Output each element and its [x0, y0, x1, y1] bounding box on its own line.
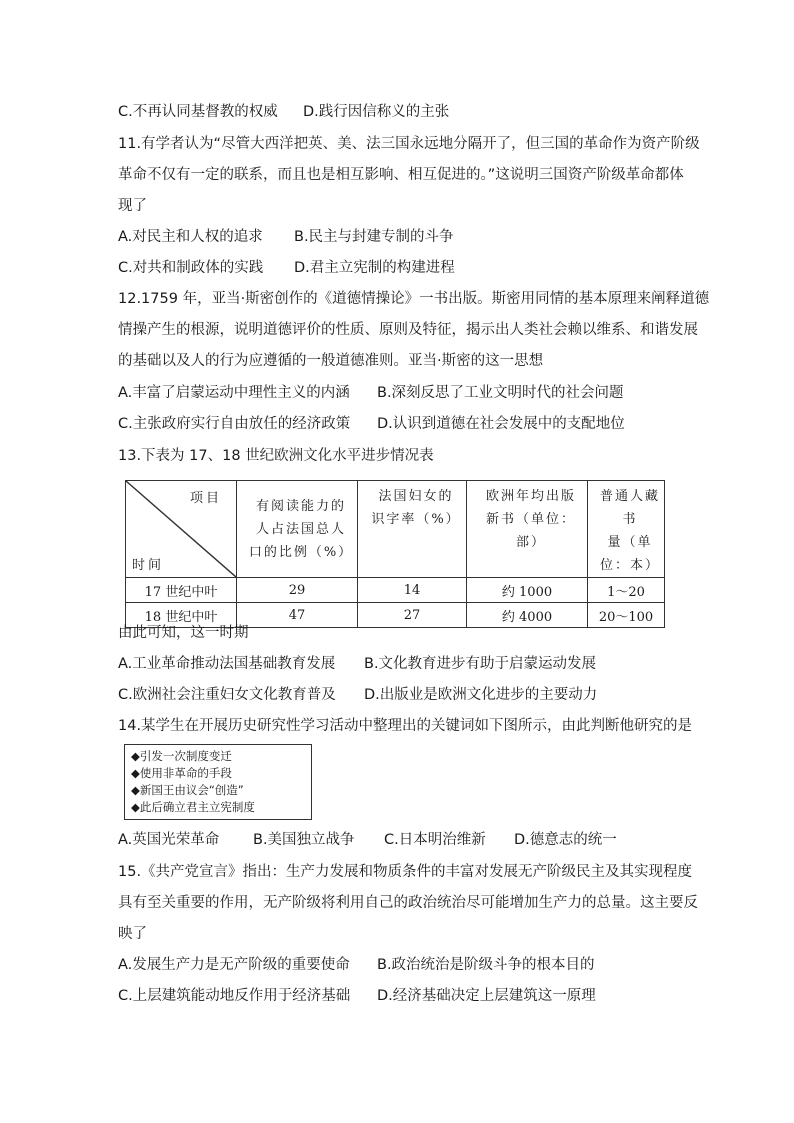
table-cell: 1～20: [588, 578, 665, 603]
q13-stem: 13.下表为 17、18 世纪欧洲文化水平进步情况表: [118, 448, 434, 464]
header-women-literacy-line-2: 识字率（%）: [371, 512, 461, 527]
culture-progress-table: [125, 480, 665, 628]
q12-option-b[interactable]: B.深刻反思了工业文明时代的社会问题: [377, 385, 624, 401]
header-annual-books: [467, 481, 588, 578]
q11-stem-line-3: 现了: [118, 198, 147, 214]
header-reading-ability-line-1: 有阅读能力的: [255, 498, 346, 514]
table-cell: 18 世纪中叶: [126, 603, 237, 628]
keyword-item: ◆新国王由议会“创造”: [131, 783, 244, 797]
q15-option-c[interactable]: C.上层建筑能动地反作用于经济基础: [118, 988, 351, 1004]
header-women-literacy-line-1: 法国妇女的: [378, 489, 454, 504]
table-cell: 27: [358, 603, 467, 628]
table-cell: 17 世纪中叶: [126, 578, 237, 603]
q11-option-b[interactable]: B.民主与封建专制的斗争: [294, 229, 454, 245]
header-book-collection-line-1: 普通人藏书: [599, 489, 660, 527]
q13-option-c[interactable]: C.欧洲社会注重妇女文化教育普及: [118, 687, 336, 703]
table-cell: 29: [237, 578, 358, 603]
table-cell: 约 1000: [467, 578, 588, 603]
q12-option-d[interactable]: D.认识到道德在社会发展中的支配地位: [377, 416, 625, 432]
table-cell: 14: [358, 578, 467, 603]
q15-option-a[interactable]: A.发展生产力是无产阶级的重要使命: [118, 957, 350, 973]
q12-option-c[interactable]: C.主张政府实行自由放任的经济政策: [118, 416, 351, 432]
header-annual-books-line-2: 新书（单位：部）: [485, 512, 576, 550]
table-cell: 约 4000: [467, 603, 588, 628]
q12-stem-line-2: 情操产生的根源，说明道德评价的性质、原则及特征，揭示出人类社会赖以维系、和谐发展: [118, 322, 698, 338]
q13-option-a[interactable]: A.工业革命推动法国基础教育发展: [118, 656, 336, 672]
q15-option-d[interactable]: D.经济基础决定上层建筑这一原理: [377, 988, 596, 1004]
table-cell: 47: [237, 603, 358, 628]
table-row: [126, 578, 665, 603]
header-book-collection-line-2: 量（单位：本）: [599, 535, 660, 573]
header-women-literacy: [358, 481, 467, 578]
q15-stem-line-1: 15.《共产党宣言》指出：生产力发展和物质条件的丰富对发展无产阶级民主及其实现程度: [118, 864, 693, 880]
corner-label-item: 项目: [189, 491, 222, 506]
table-corner-cell: [126, 481, 237, 578]
corner-label-time: 时间: [132, 558, 165, 573]
header-reading-ability: [237, 481, 358, 578]
q14-stem: 14.某学生在开展历史研究性学习活动中整理出的关键词如下图所示，由此判断他研究的是: [118, 718, 693, 734]
q15-stem-line-2: 具有至关重要的作用，无产阶级将利用自己的政治统治尽可能增加生产力的总量。这主要反: [118, 895, 698, 911]
keyword-box: [124, 744, 312, 820]
q11-stem-line-2: 革命不仅有一定的联系，而且也是相互影响、相互促进的。”这说明三国资产阶级革命都体: [118, 167, 684, 183]
q12-stem-line-1: 12.1759 年，亚当·斯密创作的《道德情操论》一书出版。斯密用同情的基本原理来阐释道德: [118, 291, 710, 307]
q11-stem-line-1: 11.有学者认为“尽管大西洋把英、美、法三国永远地分隔开了，但三国的革命作为资产阶级: [118, 136, 700, 152]
q14-option-d[interactable]: D.德意志的统一: [514, 832, 617, 848]
q11-option-a[interactable]: A.对民主和人权的追求: [118, 229, 263, 245]
q14-option-c[interactable]: C.日本明治维新: [384, 832, 486, 848]
q14-option-a[interactable]: A.英国光荣革命: [118, 832, 220, 848]
q13-after-table: 由此可知，这一时期: [118, 625, 249, 641]
header-book-collection: [588, 481, 665, 578]
q10-option-d[interactable]: D.践行因信称义的主张: [303, 104, 450, 120]
q15-stem-line-3: 映了: [118, 926, 147, 942]
q11-option-c[interactable]: C.对共和制政体的实践: [118, 260, 264, 276]
q14-option-b[interactable]: B.美国独立战争: [253, 832, 355, 848]
q15-option-b[interactable]: B.政治统治是阶级斗争的根本目的: [377, 957, 595, 973]
keyword-item: ◆使用非革命的手段: [131, 766, 232, 780]
q13-option-d[interactable]: D.出版业是欧洲文化进步的主要动力: [364, 687, 598, 703]
q13-option-b[interactable]: B.文化教育进步有助于启蒙运动发展: [364, 656, 597, 672]
header-reading-ability-line-3: 口的比例（%）: [248, 544, 354, 560]
keyword-item: ◆引发一次制度变迁: [131, 749, 232, 763]
q11-option-d[interactable]: D.君主立宪制的构建进程: [294, 260, 455, 276]
q12-stem-line-3: 的基础以及人的行为应遵循的一般道德准则。亚当·斯密的这一思想: [118, 353, 544, 369]
header-annual-books-line-1: 欧洲年均出版: [485, 489, 576, 504]
table-cell: 20～100: [588, 603, 665, 628]
q10-option-c[interactable]: C.不再认同基督教的权威: [118, 104, 278, 120]
header-reading-ability-line-2: 人占法国总人: [255, 521, 346, 537]
q12-option-a[interactable]: A.丰富了启蒙运动中理性主义的内涵: [118, 385, 350, 401]
keyword-item: ◆此后确立君主立宪制度: [131, 800, 255, 814]
